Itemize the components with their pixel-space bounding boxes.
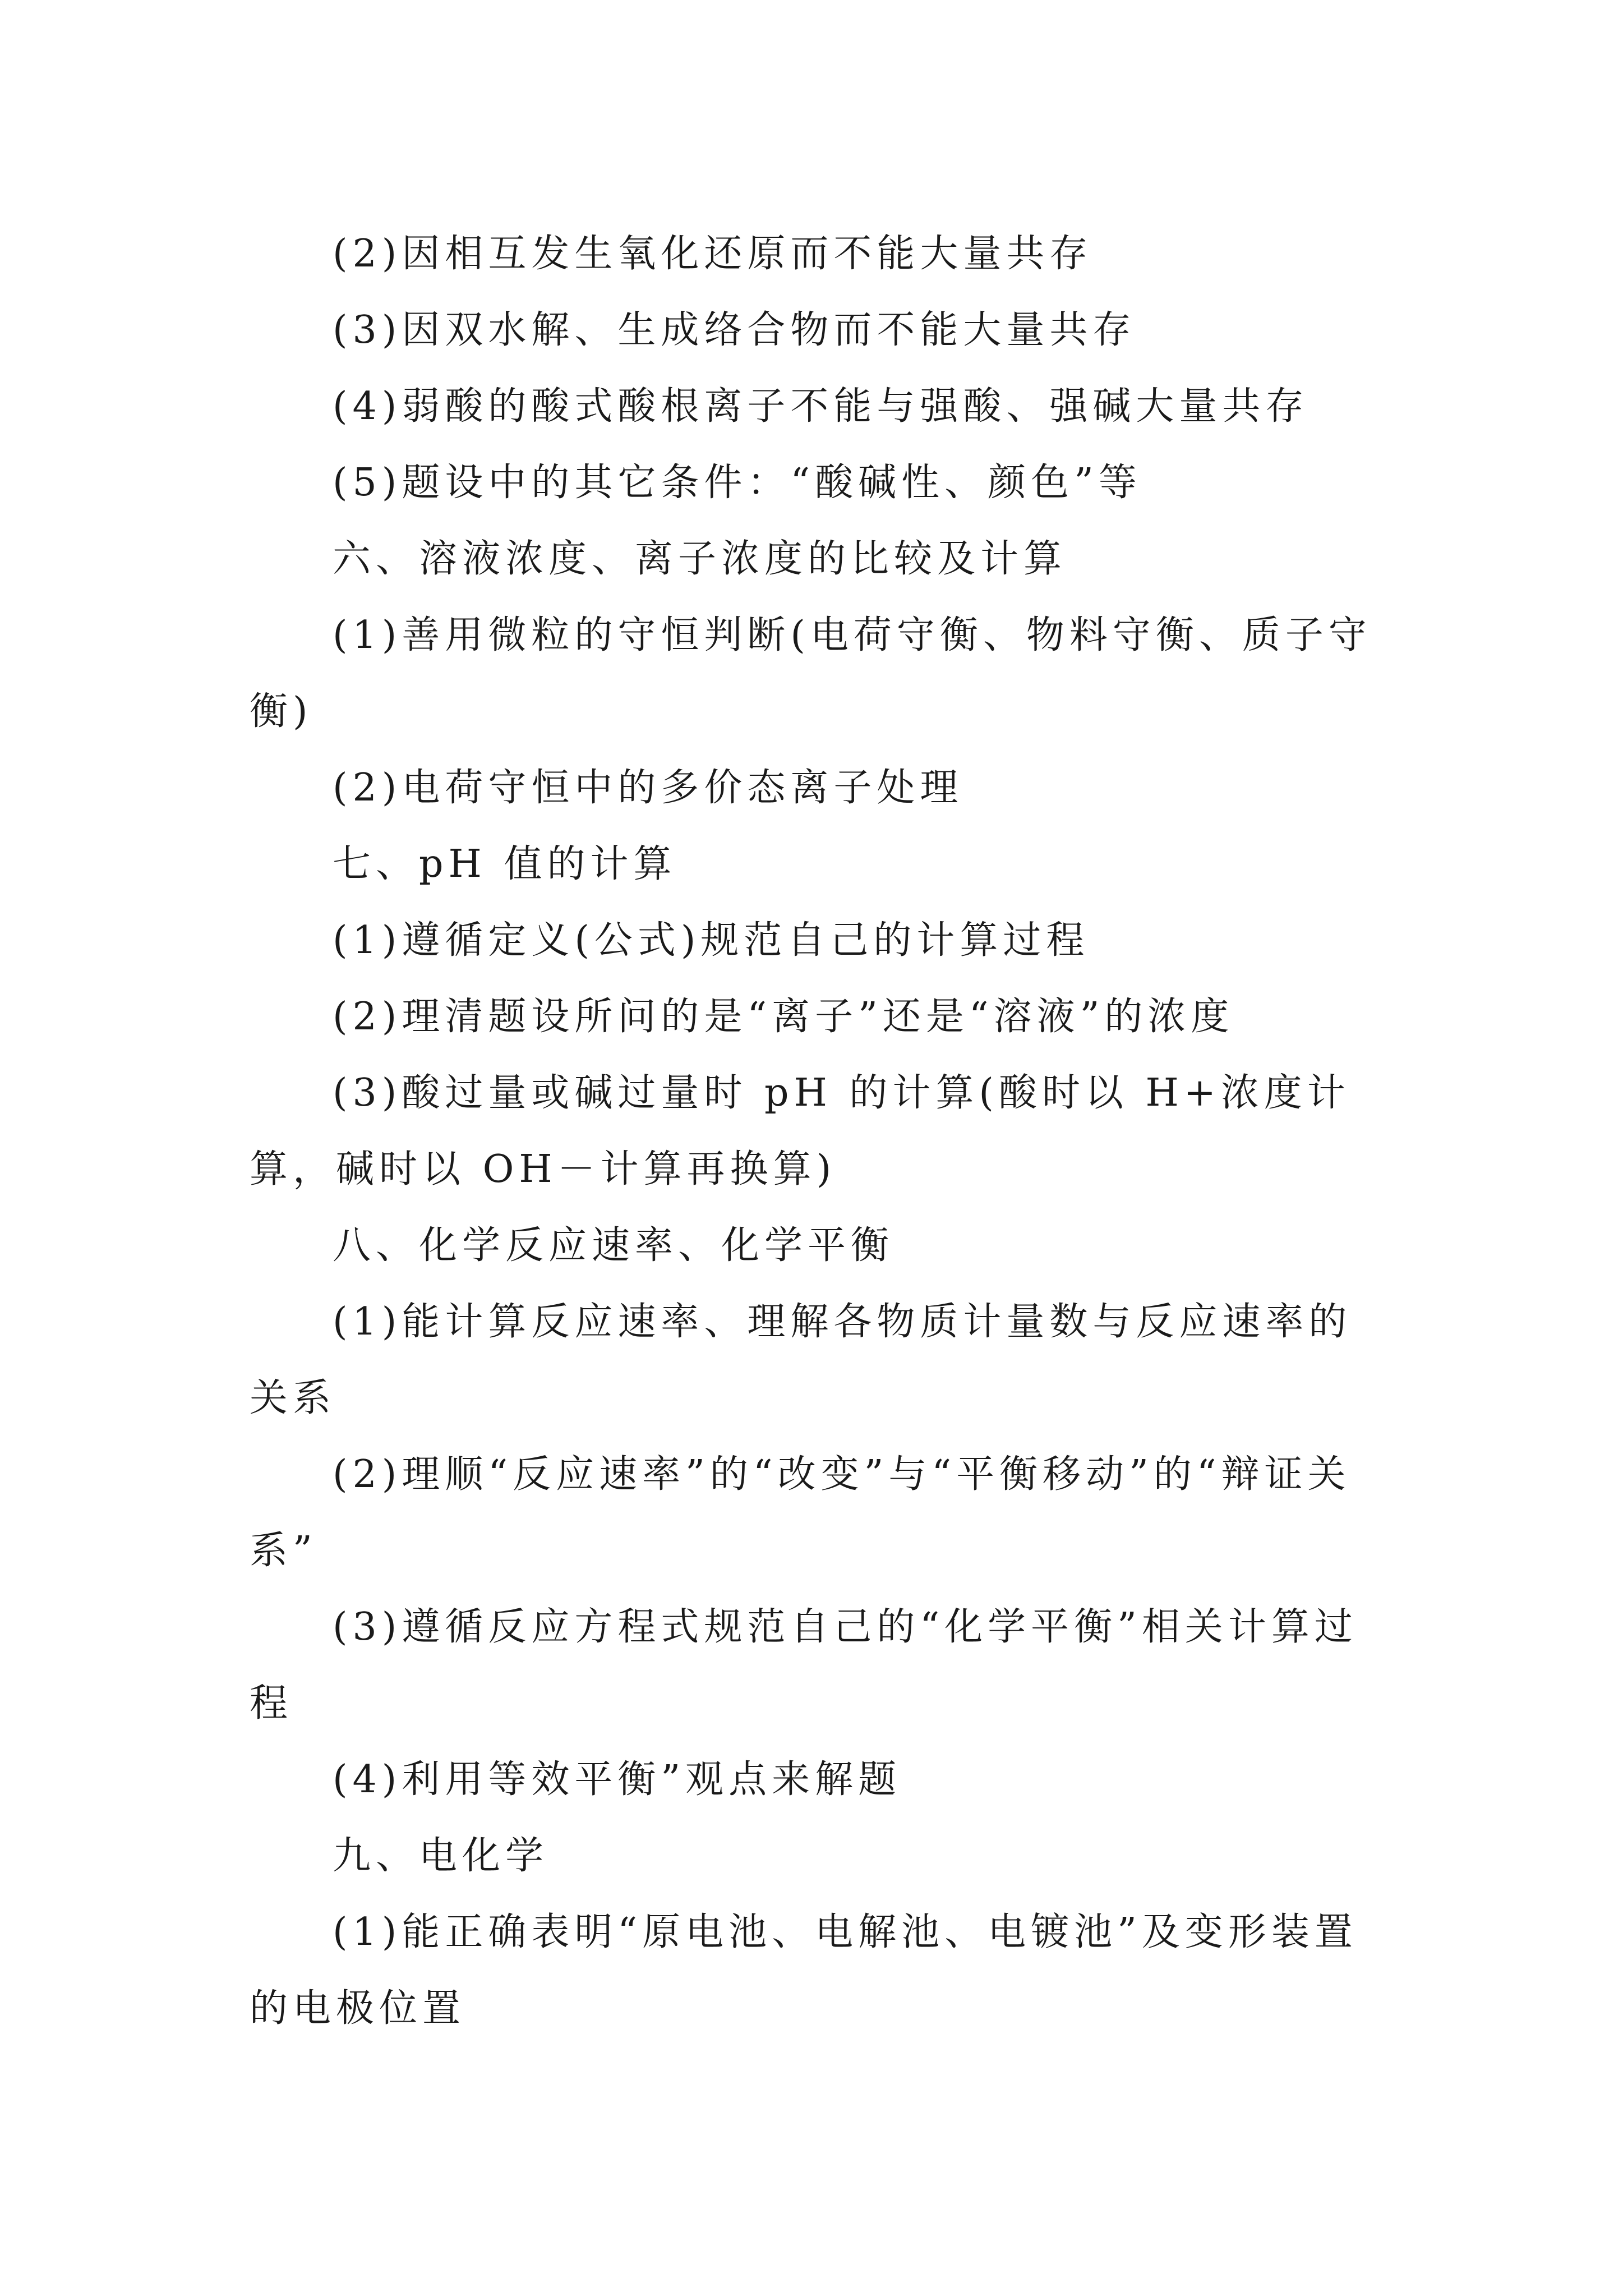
paragraph-equivalent-equilibrium: (4)利用等效平衡”观点来解题 <box>333 1757 902 1802</box>
paragraph-ion-hydrolysis: (3)因双水解、生成络合物而不能大量共存 <box>333 308 1136 352</box>
paragraph-ion-redox: (2)因相互发生氧化还原而不能大量共存 <box>333 232 1093 276</box>
document-body <box>250 216 1382 2047</box>
paragraph-ph-ion-solution: (2)理清题设所问的是“离子”还是“溶液”的浓度 <box>333 995 1234 1039</box>
paragraph-multivalent-ions: (2)电荷守恒中的多价态离子处理 <box>333 766 963 810</box>
paragraph-ion-acid-salt: (4)弱酸的酸式酸根离子不能与强酸、强碱大量共存 <box>333 384 1309 429</box>
section-heading-ph: 七、pH 值的计算 <box>333 842 677 886</box>
section-heading-kinetics: 八、化学反应速率、化学平衡 <box>333 1223 895 1268</box>
paragraph-ph-definition: (1)遵循定义(公式)规范自己的计算过程 <box>333 918 1090 963</box>
section-heading-concentration: 六、溶液浓度、离子浓度的比较及计算 <box>333 537 1067 581</box>
paragraph-rate-equilibrium: (2)理顺“反应速率”的“改变”与“平衡移动”的“辩证关系” <box>250 1452 1351 1573</box>
section-heading-electrochemistry: 九、电化学 <box>333 1834 549 1878</box>
paragraph-ph-excess: (3)酸过量或碱过量时 pH 的计算(酸时以 H+浓度计算，碱时以 OH－计算再换算) <box>250 1071 1350 1191</box>
paragraph-equilibrium-calc: (3)遵循反应方程式规范自己的“化学平衡”相关计算过程 <box>250 1605 1358 1726</box>
paragraph-conservation: (1)善用微粒的守恒判断(电荷守衡、物料守衡、质子守衡) <box>250 613 1372 734</box>
paragraph-ion-conditions: (5)题设中的其它条件：“酸碱性、颜色”等 <box>333 461 1142 505</box>
paragraph-electrodes: (1)能正确表明“原电池、电解池、电镀池”及变形装置的电极位置 <box>250 1910 1358 2031</box>
paragraph-reaction-rate: (1)能计算反应速率、理解各物质计量数与反应速率的关系 <box>250 1300 1352 1420</box>
